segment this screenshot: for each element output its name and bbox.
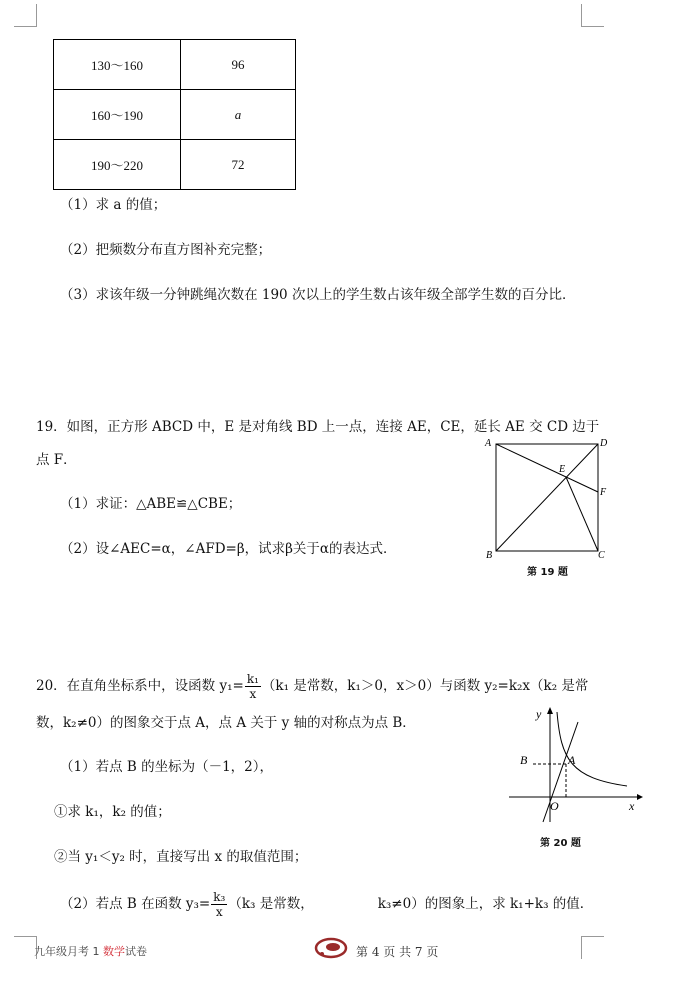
q18-part2: （2）把频数分布直方图补充完整； [60,242,272,258]
footer-logo-icon [313,934,349,962]
table-row [54,140,296,190]
table-row [54,90,296,140]
q20-part1-a: ①求 k₁，k₂ 的值； [54,804,171,820]
segment-af [496,444,598,492]
table-cell-count: a [181,90,296,140]
fraction-k3-over-x: $\frac{\text{k₃}}{x}$ [213,890,226,919]
table-cell-range: 130～160 [54,40,181,90]
label-c: C [598,550,605,561]
x-axis-arrow-icon [637,794,643,800]
label-d: D [600,438,608,449]
q20-part2: （2）若点 B 在函数 y₃= $\frac{\text{k₃}}{x}$ （k₃ 是常数， k₃≠0）的图象上，求 k₁+k₃ 的值． [60,890,594,919]
q19-stem-line2: 点 F． [36,452,77,468]
q20-part1-b: ②当 y₁＜y₂ 时，直接写出 x 的取值范围； [54,849,308,865]
label-y: y [536,707,542,721]
diagonal-bd [496,444,598,551]
label-o: O [550,799,559,813]
table-cell-range: 190～220 [54,140,181,190]
y-axis-arrow-icon [547,707,553,714]
q20-stem-line2: 数，k₂≠0）的图象交于点 A，点 A 关于 y 轴的对称点为点 B． [36,715,416,731]
table-cell-count: 72 [181,140,296,190]
q18-part3: （3）求该年级一分钟跳绳次数在 190 次以上的学生数占该年级全部学生数的百分比． [60,287,576,303]
table-cell-count: 96 [181,40,296,90]
figure-19-caption: 第 19 题 [527,567,568,578]
frequency-table [53,39,296,190]
table-cell-range: 160～190 [54,90,181,140]
q19-part1: （1）求证：△ABE≌△CBE； [60,496,242,512]
label-a: A [485,438,492,449]
figure-19-square-diagram [478,432,618,577]
q20-part1: （1）若点 B 的坐标为（－1，2）， [60,759,274,775]
crop-mark-bottom-right [581,936,604,959]
q19-part2: （2）设∠AEC=α，∠AFD=β，试求β关于α的表达式． [60,541,397,557]
label-b: B [486,550,493,561]
label-e: E [559,464,566,475]
crop-mark-top-left [14,4,37,27]
label-x: x [629,799,635,813]
curve-y1 [557,712,627,786]
segment-ec [566,477,598,551]
figure-20-caption: 第 20 题 [540,838,581,849]
table-row [54,40,296,90]
q19-stem-line1: 19．如图，正方形 ABCD 中，E 是对角线 BD 上一点，连接 AE，CE，延长 AE 交 CD 边于 [36,419,600,435]
label-a: A [568,753,576,767]
crop-mark-top-right [581,4,604,27]
footer-page-number: 第 4 页 共 7 页 [356,945,439,959]
figure-20-graph [505,700,650,828]
label-b: B [520,753,528,767]
fraction-k1-over-x: $\frac{\text{k₁}}{x}$ [246,672,259,701]
footer-exam-title: 九年级月考 1 数学试卷 [34,945,147,958]
label-f: F [600,487,607,498]
q18-part1: （1）求 a 的值； [60,197,167,213]
q20-stem-line1: 20．在直角坐标系中，设函数 y₁= $\frac{\text{k₁}}{x}$ （k₁ 是常数，k₁＞0，x＞0）与函数 y₂=k₂x（k₂ 是常 [36,672,589,701]
